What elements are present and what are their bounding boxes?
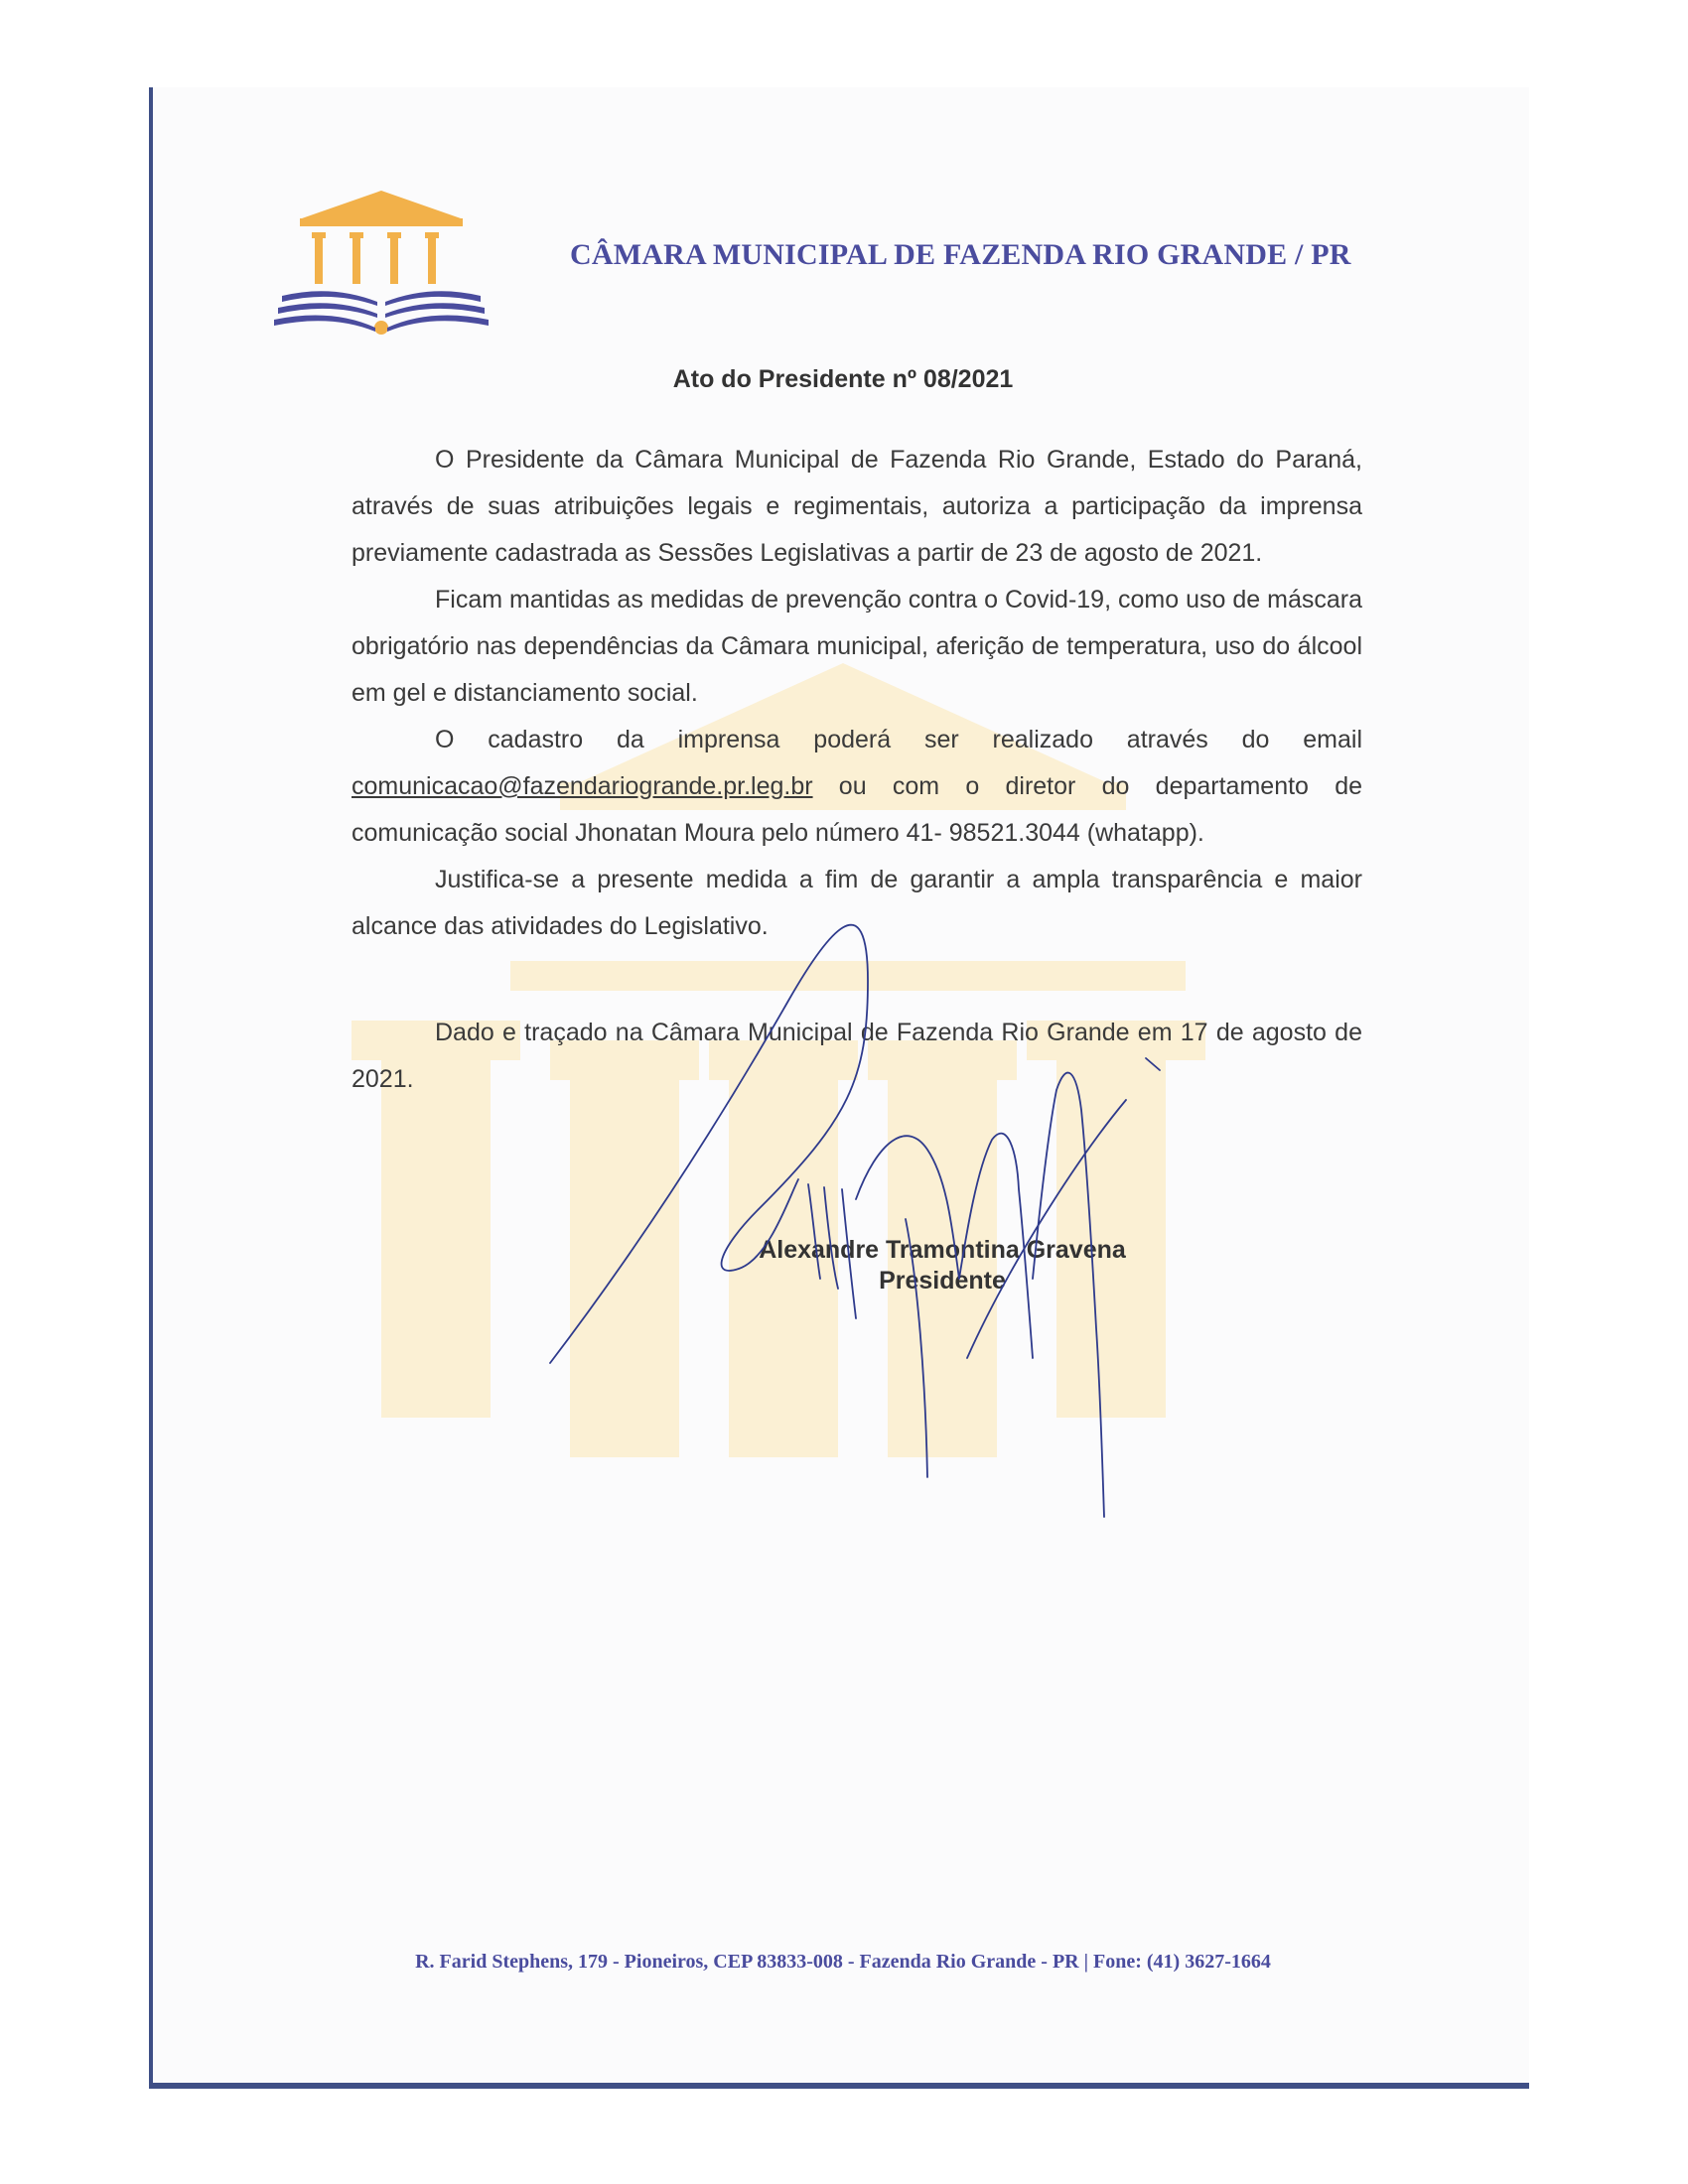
chamber-logo-icon [272, 187, 491, 336]
date-line: Dado e traçado na Câmara Municipal de Fazenda Rio Grande em 17 de agosto de 2021. [352, 1019, 1362, 1093]
registration-contact-text: ou com o diretor do departamento de comunicação social Jhonatan Moura pelo número 41- 98521.3044 (whatapp). [352, 772, 1362, 847]
document-body [352, 437, 1362, 1103]
paragraph-registration [352, 717, 1362, 857]
act-title: Ato do Presidente nº 08/2021 [672, 365, 1014, 393]
footer-address: R. Farid Stephens, 179 - Pioneiros, CEP 83833-008 - Fazenda Rio Grande - PR | Fone: (41) 3627-1664 [415, 1951, 1271, 1973]
signatory-role: Presidente [879, 1267, 1006, 1295]
paragraph-justification: Justifica-se a presente medida a fim de garantir a ampla transparência e maior alcance das atividades do Legislativo. [352, 866, 1362, 940]
paragraph-authorization: O Presidente da Câmara Municipal de Fazenda Rio Grande, Estado do Paraná, através de suas atribuições legais e regimentais, autoriza a participação da imprensa previamente cadastrada as Sessões Legislativas a partir de 23 de agosto de 2021. [352, 446, 1362, 567]
paragraph-covid-measures: Ficam mantidas as medidas de prevenção contra o Covid-19, como uso de máscara obrigatório nas dependências da Câmara municipal, aferição de temperatura, uso do álcool em gel e distanciamento social. [352, 586, 1362, 707]
document-page [149, 87, 1529, 2089]
signature-block [153, 1235, 1529, 1297]
organization-name: CÂMARA MUNICIPAL DE FAZENDA RIO GRANDE / PR [570, 238, 1351, 271]
email-link[interactable]: comunicacao@fazendariogrande.pr.leg.br [352, 772, 813, 800]
signatory-name: Alexandre Tramontina Gravena [759, 1236, 1126, 1264]
registration-text: O cadastro da imprensa poderá ser realizado através do email [435, 726, 1362, 753]
